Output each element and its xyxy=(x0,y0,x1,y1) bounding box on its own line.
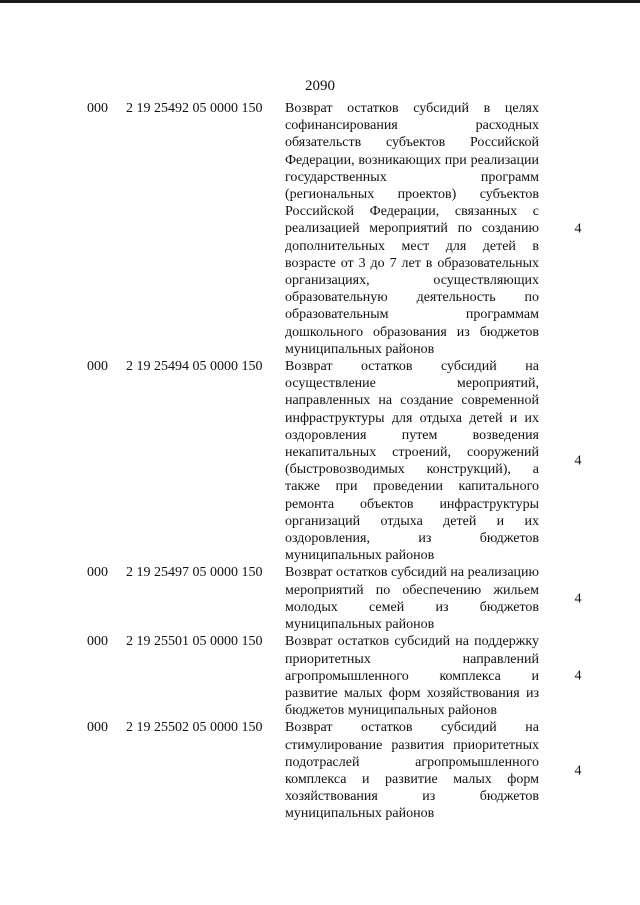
table-row xyxy=(0,633,640,719)
kbk-code: 2 19 25497 05 0000 150 xyxy=(126,565,263,581)
income-description: Возврат остатков субсидий на поддержку приоритетных направлений агропромышленного комплекса и развитие малых форм хозяйствования из бюджетов муниципальных районов xyxy=(285,634,539,719)
kbk-code: 2 19 25501 05 0000 150 xyxy=(126,634,263,650)
admin-code: 000 xyxy=(87,565,108,581)
table-row xyxy=(0,719,640,822)
kbk-code: 2 19 25492 05 0000 150 xyxy=(126,101,263,116)
admin-code: 000 xyxy=(87,634,108,650)
income-description: Возврат остатков субсидий в целях софинансирования расходных обязательств субъектов Российской Федерации, возникающих при реализации государственных программ (региональных проектов) субъектов Российской Федерации, связанных с реализацией мероприятий по созданию дополнительных мест для детей в возрасте от 3 до 7 лет в образовательных организациях, осуществляющих образовательную деятельность по образовательным программам дошкольного образования из бюджетов муниципальных районов xyxy=(285,101,539,357)
income-description: Возврат остатков субсидий на стимулирование развития приоритетных подотраслей агропромышленного комплекса и развитие малых форм хозяйствования из бюджетов муниципальных районов xyxy=(285,720,539,822)
admin-code: 000 xyxy=(87,720,108,736)
admin-code: 000 xyxy=(87,101,108,116)
table-row xyxy=(0,100,640,358)
norm-value: 4 xyxy=(574,668,582,684)
norm-value: 4 xyxy=(574,763,582,779)
norm-value: 4 xyxy=(574,591,582,607)
table-row xyxy=(0,358,640,564)
income-description: Возврат остатков субсидий на реализацию мероприятий по обеспечению жильем молодых семей из бюджетов муниципальных районов xyxy=(285,565,539,633)
table-row xyxy=(0,564,640,633)
norm-value: 4 xyxy=(574,221,582,237)
admin-code: 000 xyxy=(87,359,108,375)
income-description: Возврат остатков субсидий на осуществление мероприятий, направленных на создание современной инфраструктуры для отдыха детей и их оздоровления путем возведения некапитальных строений, сооружений (быстровозводимых конструкций), а также при проведении капитального ремонта объектов инфраструктуры организаций отдыха детей и их оздоровления, из бюджетов муниципальных районов xyxy=(285,359,539,564)
kbk-code: 2 19 25502 05 0000 150 xyxy=(126,720,263,736)
norm-value: 4 xyxy=(574,453,582,469)
kbk-code: 2 19 25494 05 0000 150 xyxy=(126,359,263,375)
budget-code-table xyxy=(0,100,640,823)
page-top-border xyxy=(0,0,640,3)
page-number: 2090 xyxy=(305,78,335,94)
